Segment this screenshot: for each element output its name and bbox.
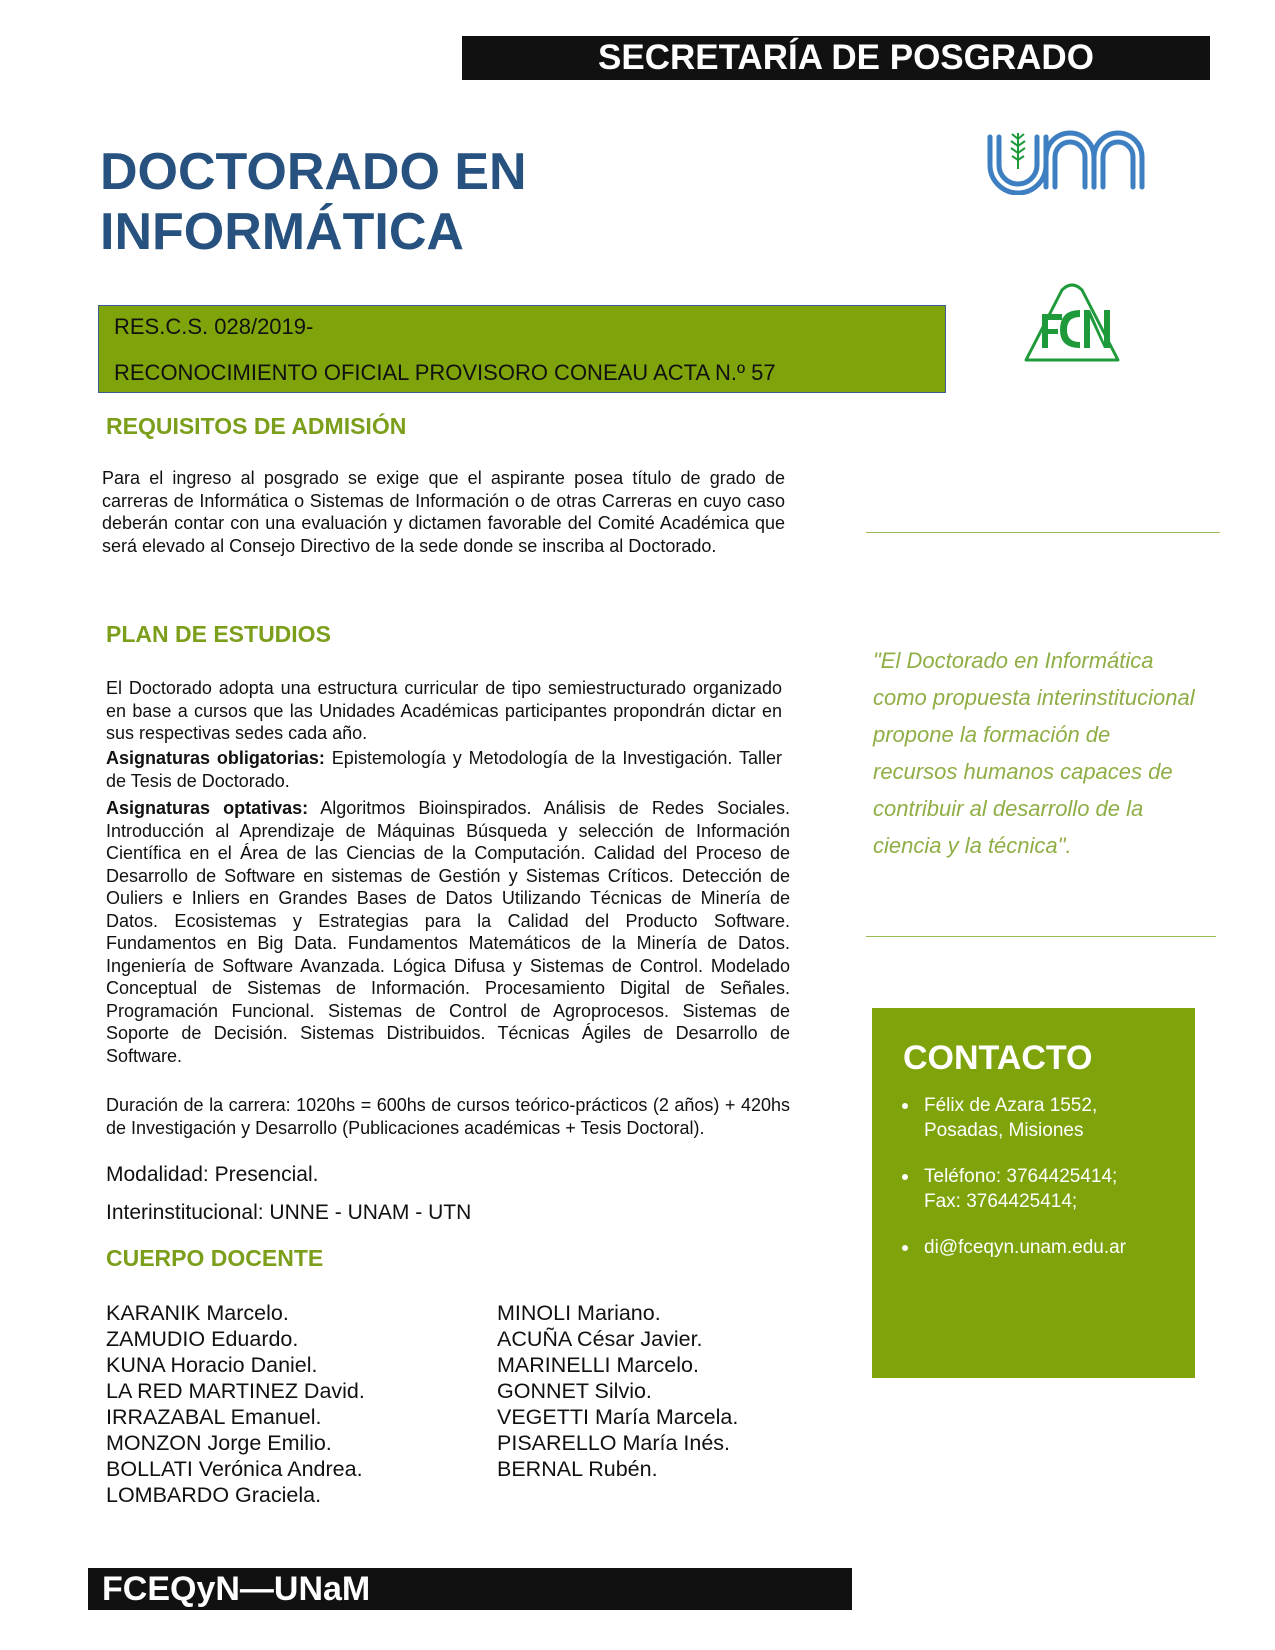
address-line-2: Posadas, Misiones — [924, 1120, 1084, 1141]
faculty-member: GONNET Silvio. — [497, 1379, 652, 1403]
faculty-list-right — [497, 1300, 738, 1482]
faculty-list-left — [106, 1300, 365, 1508]
address-line-1: Félix de Azara 1552, — [924, 1095, 1098, 1116]
page-title-line-2: INFORMÁTICA — [100, 203, 464, 261]
faculty-member: MINOLI Mariano. — [497, 1301, 661, 1325]
quote-line: ciencia y la técnica". — [873, 833, 1072, 858]
faculty-member: ZAMUDIO Eduardo. — [106, 1327, 299, 1351]
pull-quote — [873, 642, 1218, 864]
unm-logo-icon — [985, 125, 1160, 195]
fceqyn-logo-icon — [1018, 280, 1126, 366]
faculty-member: PISARELLO María Inés. — [497, 1431, 731, 1455]
mandatory-text: Epistemología y Metodología de la Investigación. Taller de Tesis de Doctorado. — [106, 748, 782, 791]
faculty-member: BERNAL Rubén. — [497, 1457, 658, 1481]
faculty-member: IRRAZABAL Emanuel. — [106, 1405, 322, 1429]
admission-text: Para el ingreso al posgrado se exige que el aspirante posea título de grado de carreras de Informática o Sistemas de Información o de otras Carreras en cuyo caso deberán contar con una evaluación y dictamen favorable del Comité Académica que será elevado al Consejo Directivo de la sede donde se inscriba al Doctorado. — [102, 468, 785, 556]
resolution-number: RES.C.S. 028/2019- — [114, 314, 314, 339]
faculty-heading: CUERPO DOCENTE — [106, 1245, 324, 1271]
contact-title: CONTACTO — [903, 1039, 1093, 1077]
faculty-member: MARINELLI Marcelo. — [497, 1353, 699, 1377]
page-title — [100, 142, 700, 262]
faculty-member: BOLLATI Verónica Andrea. — [106, 1457, 363, 1481]
fax-line: Fax: 3764425414; — [924, 1191, 1078, 1212]
resolution-box — [98, 305, 946, 393]
quote-top-divider — [866, 532, 1220, 533]
contact-phone — [894, 1164, 1126, 1214]
contact-list — [894, 1093, 1126, 1281]
contact-address — [894, 1093, 1126, 1143]
faculty-member: MONZON Jorge Emilio. — [106, 1431, 332, 1455]
quote-line: como propuesta interinstitucional — [873, 685, 1195, 710]
footer-banner: FCEQyN—UNaM — [88, 1568, 852, 1610]
quote-line: contribuir al desarrollo de la — [873, 796, 1144, 821]
mandatory-subjects — [106, 747, 782, 792]
faculty-member: KUNA Horacio Daniel. — [106, 1353, 318, 1377]
faculty-member: KARANIK Marcelo. — [106, 1301, 289, 1325]
admission-heading: REQUISITOS DE ADMISIÓN — [106, 413, 407, 439]
duration-text: Duración de la carrera: 1020hs = 600hs de cursos teórico-prácticos (2 años) + 420hs de Investigación y Desarrollo (Publicaciones académicas + Tesis Doctoral). — [106, 1095, 790, 1138]
optional-subjects — [106, 797, 790, 1067]
mandatory-label: Asignaturas obligatorias: — [106, 748, 325, 768]
interinstitutional-text: Interinstitucional: UNNE - UNAM - UTN — [106, 1201, 472, 1224]
resolution-recognition: RECONOCIMIENTO OFICIAL PROVISORO CONEAU ACTA N.º 57 — [114, 360, 776, 385]
quote-bottom-divider — [866, 936, 1216, 937]
optional-text: Algoritmos Bioinspirados. Análisis de Redes Sociales. Introducción al Aprendizaje de Máquinas Búsqueda y selección de Información Científica en el Área de las Ciencias de la Computación. Calidad del Proceso de Desarrollo de Software en sistemas de Gestión y Sistemas Críticos. Detección de Ouliers e Inliers en Grandes Bases de Datos Utilizando Técnicas de Minería de Datos. Ecosistemas y Estrategias para la Calidad del Producto Software. Fundamentos en Big Data. Fundamentos Matemáticos de la Minería de Datos. Ingeniería de Software Avanzada. Lógica Difusa y Sistemas de Control. Modelado Conceptual de Sistemas de Información. Procesamiento Digital de Señales. Programación Funcional. Sistemas de Control de Agroprocesos. Sistemas de Soporte de Decisión. Sistemas Distribuidos. Técnicas Ágiles de Desarrollo de Software. — [106, 798, 790, 1066]
phone-line: Teléfono: 3764425414; — [924, 1166, 1118, 1187]
plan-heading: PLAN DE ESTUDIOS — [106, 621, 331, 647]
faculty-member: ACUÑA César Javier. — [497, 1327, 703, 1351]
page-title-line-1: DOCTORADO EN — [100, 143, 527, 201]
plan-intro: El Doctorado adopta una estructura curricular de tipo semiestructurado organizado en base a cursos que las Unidades Académicas participantes propondrán dictar en sus respectivas sedes cada año. — [106, 678, 782, 743]
faculty-member: LA RED MARTINEZ David. — [106, 1379, 365, 1403]
quote-line: propone la formación de — [873, 722, 1111, 747]
email-link[interactable]: di@fceqyn.unam.edu.ar — [924, 1237, 1127, 1258]
quote-line: "El Doctorado en Informática — [873, 648, 1154, 673]
optional-label: Asignaturas optativas: — [106, 798, 309, 818]
contact-box — [872, 1008, 1195, 1378]
quote-line: recursos humanos capaces de — [873, 759, 1173, 784]
faculty-member: VEGETTI María Marcela. — [497, 1405, 739, 1429]
faculty-member: LOMBARDO Graciela. — [106, 1483, 322, 1507]
header-banner: SECRETARÍA DE POSGRADO — [462, 36, 1210, 80]
modality-text: Modalidad: Presencial. — [106, 1163, 319, 1186]
contact-email[interactable] — [894, 1235, 1126, 1260]
